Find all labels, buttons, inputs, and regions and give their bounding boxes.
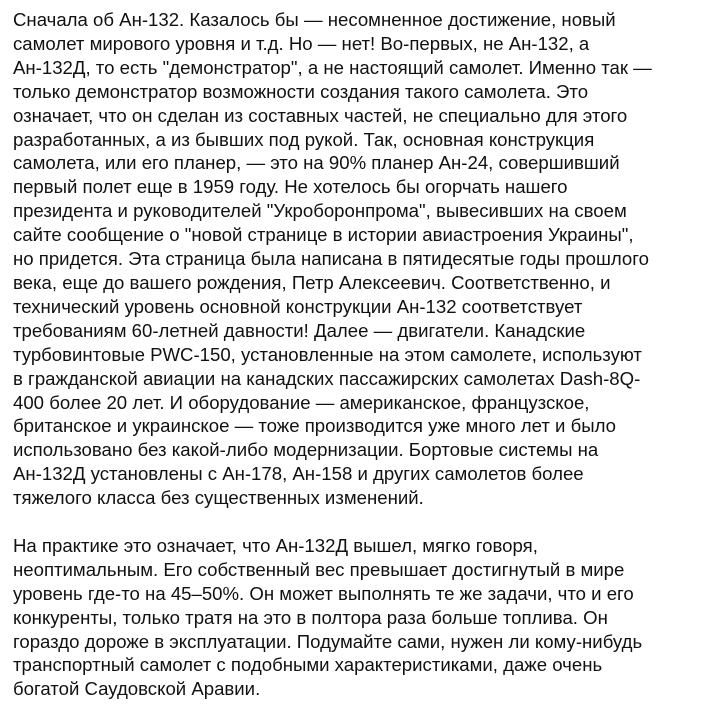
text-line: богатой Саудовской Аравии. (13, 678, 261, 700)
text-line: самолет мирового уровня и т.д. Но — нет! Во-первых, не Ан-132, а (13, 32, 590, 54)
text-line: неоптимальным. Его собственный вес превышает достигнутый в мире (13, 558, 625, 580)
paragraph-an132-overview (13, 8, 695, 510)
text-line: самолета, или его планер, — это на 90% планер Ан-24, совершивший (13, 152, 620, 174)
text-line: гораздо дороже в эксплуатации. Подумайте сами, нужен ли кому-нибудь (13, 630, 643, 652)
text-line: Ан-132Д, то есть "демонстратор", а не настоящий самолет. Именно так — (13, 56, 652, 78)
text-line: только демонстратор возможности создания такого самолета. Это (13, 80, 589, 102)
paragraph-practical-consequences (13, 534, 695, 701)
text-line: британское и украинское — тоже производится уже много лет и было (13, 415, 617, 437)
text-line: использовано без какой-либо модернизации. Бортовые системы на (13, 439, 599, 461)
text-line: первый полет еще в 1959 году. Не хотелось бы огорчать нашего (13, 176, 568, 198)
text-line: требованиям 60-летней давности! Далее — двигатели. Канадские (13, 319, 586, 341)
text-line: транспортный самолет с подобными характеристиками, даже очень (13, 654, 603, 676)
text-line: века, еще до вашего рождения, Петр Алексеевич. Соответственно, и (13, 271, 611, 293)
text-line: означает, что он сделан из составных частей, не специально для этого (13, 104, 628, 126)
text-line: президента и руководителей "Укроборонпрома", вывесивших на своем (13, 200, 627, 222)
text-line: но придется. Эта страница была написана в пятидесятые годы прошлого (13, 248, 649, 270)
text-line: 400 более 20 лет. И оборудование — американское, французское, (13, 391, 590, 413)
text-line: Сначала об Ан-132. Казалось бы — несомненное достижение, новый (13, 9, 616, 30)
text-line: тяжелого класса без существенных изменений. (13, 487, 424, 509)
text-line: сайте сообщение о "новой странице в истории авиастроения Украины", (13, 224, 634, 246)
text-line: технический уровень основной конструкции Ан-132 соответствует (13, 295, 583, 317)
text-line: На практике это означает, что Ан-132Д вышел, мягко говоря, (13, 534, 538, 556)
text-line: конкуренты, только тратя на это в полтора раза больше топлива. Он (13, 606, 608, 628)
text-line: в гражданской авиации на канадских пассажирских самолетах Dash-8Q- (13, 367, 641, 389)
text-line: турбовинтовые PWC-150, установленные на этом самолете, используют (13, 343, 642, 365)
text-line: уровень где-то на 45–50%. Он может выполнять те же задачи, что и его (13, 582, 634, 604)
text-line: разработанных, а из бывших под рукой. Так, основная конструкция (13, 128, 595, 150)
text-line: Ан-132Д установлены с Ан-178, Ан-158 и других самолетов более (13, 463, 584, 485)
